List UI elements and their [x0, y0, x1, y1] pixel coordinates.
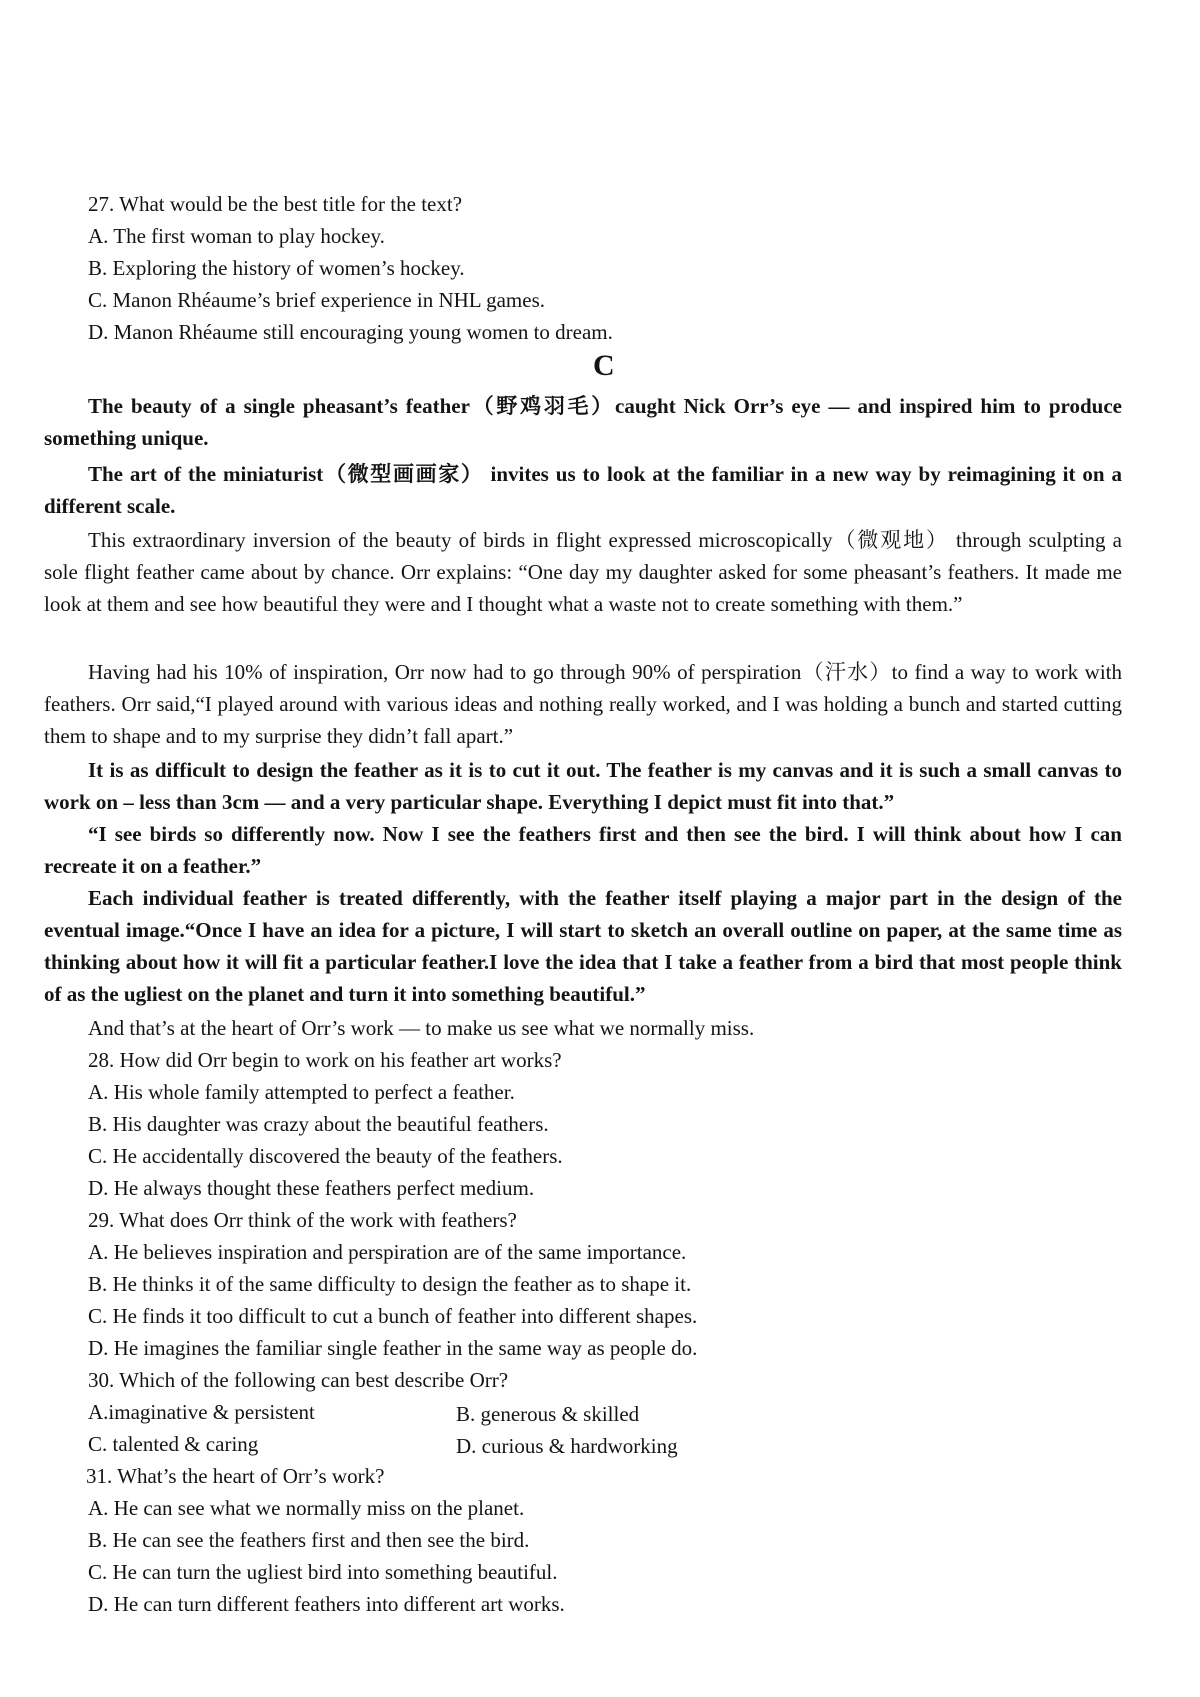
question-31-option-b: B. He can see the feathers first and then see the bird. [88, 1528, 530, 1552]
passage-paragraph-1: The beauty of a single pheasant’s feather（野鸡羽毛）caught Nick Orr’s eye — and inspired him to produce something unique. [44, 394, 1122, 450]
passage-paragraph-3: This extraordinary inversion of the beauty of birds in flight expressed microscopically（微观地） through sculpting a sole flight feather came about by chance. Orr explains: “One day my daughter asked for some pheasant’s feathers. It made me look at them and see how beautiful they were and I thought what a waste not to create something with them.” [44, 528, 1122, 616]
passage-paragraph-8: And that’s at the heart of Orr’s work — to make us see what we normally miss. [88, 1016, 755, 1040]
question-31-option-a: A. He can see what we normally miss on the planet. [88, 1496, 525, 1520]
question-28-option-c: C. He accidentally discovered the beauty of the feathers. [88, 1144, 563, 1168]
question-29-stem: 29. What does Orr think of the work with feathers? [88, 1208, 517, 1232]
question-30-stem: 30. Which of the following can best describe Orr? [88, 1368, 509, 1392]
question-30-option-a: A.imaginative & persistent [88, 1400, 315, 1424]
passage-paragraph-5: It is as difficult to design the feather as it is to cut it out. The feather is my canvas and it is such a small canvas to work on – less than 3cm — and a very particular shape. Everything I depict must fit into that.” [44, 758, 1122, 814]
question-28-option-b: B. His daughter was crazy about the beautiful feathers. [88, 1112, 549, 1136]
question-28-option-d: D. He always thought these feathers perfect medium. [88, 1176, 535, 1200]
question-27-option-c: C. Manon Rhéaume’s brief experience in NHL games. [88, 288, 545, 312]
question-29-option-b: B. He thinks it of the same difficulty to design the feather as to shape it. [88, 1272, 692, 1296]
question-30-option-c: C. talented & caring [88, 1432, 259, 1456]
passage-paragraph-2: The art of the miniaturist（微型画画家） invites us to look at the familiar in a new way by reimagining it on a different scale. [44, 462, 1122, 518]
passage-paragraph-7: Each individual feather is treated differently, with the feather itself playing a major part in the design of the eventual image.“Once I have an idea for a picture, I will start to sketch an overall outline on paper, at the same time as thinking about how it will fit a particular feather.I love the idea that I take a feather from a bird that most people think of as the ugliest on the planet and turn it into something beautiful.” [44, 886, 1122, 1006]
question-29-option-a: A. He believes inspiration and perspiration are of the same importance. [88, 1240, 687, 1264]
section-heading: C [593, 349, 615, 382]
passage-paragraph-6: “I see birds so differently now. Now I see the feathers first and then see the bird. I will think about how I can recreate it on a feather.” [44, 822, 1122, 878]
question-31-stem: 31. What’s the heart of Orr’s work? [86, 1464, 385, 1488]
question-27-stem: 27. What would be the best title for the text? [88, 192, 463, 216]
question-29-option-d: D. He imagines the familiar single feather in the same way as people do. [88, 1336, 698, 1360]
question-28-option-a: A. His whole family attempted to perfect a feather. [88, 1080, 515, 1104]
passage-paragraph-4: Having had his 10% of inspiration, Orr now had to go through 90% of perspiration（汗水）to find a way to work with feathers. Orr said,“I played around with various ideas and nothing really worked, and I was holding a bunch and started cutting them to shape and to my surprise they didn’t fall apart.” [44, 660, 1122, 748]
question-27-option-d: D. Manon Rhéaume still encouraging young women to dream. [88, 320, 613, 344]
question-28-stem: 28. How did Orr begin to work on his feather art works? [88, 1048, 562, 1072]
question-27-option-b: B. Exploring the history of women’s hockey. [88, 256, 465, 280]
question-27-option-a: A. The first woman to play hockey. [88, 224, 385, 248]
question-29-option-c: C. He finds it too difficult to cut a bunch of feather into different shapes. [88, 1304, 698, 1328]
question-31-option-d: D. He can turn different feathers into different art works. [88, 1592, 565, 1616]
question-30-option-b: B. generous & skilled [456, 1402, 640, 1426]
question-31-option-c: C. He can turn the ugliest bird into something beautiful. [88, 1560, 558, 1584]
question-30-option-d: D. curious & hardworking [456, 1434, 678, 1458]
